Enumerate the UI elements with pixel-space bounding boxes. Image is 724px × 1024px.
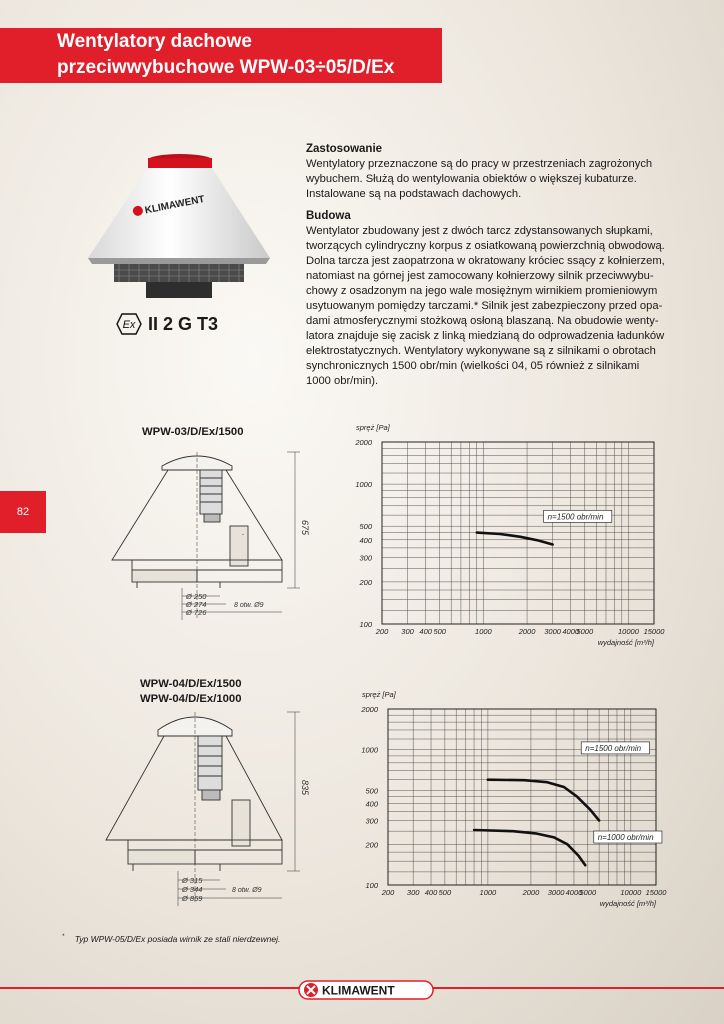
text-line: tworzących cylindryczny korpus z osiatkowaną powierzchnią obwodową. [306, 240, 665, 252]
y-tick-label: 400 [365, 799, 378, 809]
series-label: n=1500 obr/min [585, 743, 642, 753]
title-banner [0, 28, 442, 83]
x-tick-label: 15000 [645, 888, 667, 897]
model-label-04-1000: WPW-04/D/Ex/1000 [140, 693, 242, 705]
y-tick-label: 2000 [361, 705, 378, 714]
y-tick-label: 500 [359, 522, 372, 532]
construction-text [306, 224, 696, 389]
technical-drawing-04 [100, 708, 312, 908]
y-axis-label: spręż [Pa] [362, 690, 396, 699]
x-tick-label: 10000 [620, 888, 642, 897]
ex-hexagon-icon [116, 313, 142, 335]
x-tick-label: 400 [424, 888, 438, 897]
dim-d1: Ø 315 [182, 876, 203, 885]
footnote-text: Typ WPW-05/D/Ex posiada wirnik ze stali nierdzewnej. [74, 934, 281, 944]
x-tick-label: 200 [375, 627, 389, 636]
y-tick-label: 200 [365, 840, 378, 850]
dim-holes: 8 otw. Ø9 [234, 602, 264, 609]
red-cap [148, 158, 212, 168]
x-tick-label: 500 [438, 888, 452, 897]
dim-height: 675 [300, 520, 310, 536]
model-label-03: WPW-03/D/Ex/1500 [142, 426, 244, 438]
brand-label: KLIMAWENT [143, 194, 206, 217]
construction-heading: Budowa [306, 210, 351, 222]
x-axis-label: wydajność [m³/h] [597, 638, 654, 647]
dim-d1: Ø 250 [186, 592, 207, 601]
text-line: natomiast na górnej jest zamocowany kołnierzowy silnik przeciwwybu- [306, 270, 654, 282]
plot-frame [388, 709, 656, 885]
x-tick-label: 4000 [565, 888, 583, 897]
x-tick-label: 15000 [643, 627, 665, 636]
description [306, 142, 696, 396]
series-line [474, 830, 585, 865]
series-line [477, 533, 553, 545]
text-line: usytuowanym pomiędzy tarczami.* Silnik jest zabezpieczony przed opa- [306, 300, 663, 312]
dim-d2: Ø 344 [182, 885, 203, 894]
fan-curve-chart-04 [330, 685, 680, 913]
x-tick-label: 3000 [547, 888, 565, 897]
footer-brand: KLIMAWENT [322, 983, 395, 998]
series-label: n=1500 obr/min [547, 512, 604, 522]
x-tick-label: 5000 [576, 627, 594, 636]
dim-holes: 8 otw. Ø9 [232, 887, 262, 894]
text-line: wybuchem. Służą do wentylowania obiektów o większej kubaturze. [306, 173, 637, 185]
page-number: 82 [0, 491, 46, 533]
y-tick-label: 2000 [355, 438, 372, 447]
x-tick-label: 2000 [518, 627, 536, 636]
x-tick-label: 200 [381, 888, 395, 897]
page-title-line2: przeciwwybuchowe WPW-03÷05/D/Ex [57, 57, 395, 78]
series-line [488, 780, 599, 821]
model-label-04-1500: WPW-04/D/Ex/1500 [140, 678, 242, 690]
x-tick-label: 1000 [479, 888, 497, 897]
ex-classification: II 2 G T3 [148, 313, 219, 334]
application-heading: Zastosowanie [306, 143, 383, 155]
page-title-line1: Wentylatory dachowe [57, 31, 252, 52]
x-tick-label: 500 [433, 627, 446, 636]
text-line: Wentylator zbudowany jest z dwóch tarcz zdystansowanych słupkami, [306, 225, 653, 237]
footnote [62, 934, 280, 944]
product-photo [84, 150, 274, 300]
x-tick-label: 2000 [522, 888, 540, 897]
application-text [306, 157, 696, 202]
series-label: n=1000 obr/min [597, 833, 654, 843]
text-line: Dolna tarcza jest zaopatrzona w okratowany króciec ssący z kołnierzem, [306, 255, 665, 267]
text-line: dami atmosferycznymi stożkową osłoną blaszaną. Na obudowie wenty- [306, 315, 659, 327]
fan-curve-chart-03 [330, 418, 680, 650]
x-tick-label: 1000 [475, 627, 492, 636]
text-line: Wentylatory przeznaczone są do pracy w przestrzeniach zagrożonych [306, 158, 653, 170]
text-line: synchronicznych 1500 obr/min (wielkości 04, 05 również z silnikami [306, 360, 640, 372]
dim-height: 835 [300, 780, 310, 796]
y-axis-label: spręż [Pa] [356, 423, 390, 432]
text-line: Instalowane są na podstawach dachowych. [306, 188, 522, 200]
y-tick-label: 500 [365, 786, 378, 796]
dim-d3: Ø 859 [182, 894, 203, 903]
x-tick-label: 10000 [618, 627, 639, 636]
x-tick-label: 300 [406, 888, 420, 897]
y-tick-label: 300 [365, 816, 378, 826]
text-line: elektrostatycznych. Wentylatory wykonywane są z silnikami o obrotach [306, 345, 656, 357]
klimawent-logo [297, 979, 435, 1001]
x-tick-label: 300 [401, 627, 414, 636]
plot-frame [382, 442, 654, 624]
ex-marking [116, 313, 218, 335]
x-tick-label: 3000 [544, 627, 561, 636]
dim-d2: Ø 274 [186, 600, 207, 609]
y-tick-label: 100 [359, 620, 372, 629]
text-line: 1000 obr/min). [306, 375, 379, 387]
footnote-marker: * [62, 934, 65, 941]
dim-d3: Ø 726 [186, 608, 207, 617]
y-tick-label: 200 [359, 577, 372, 587]
y-tick-label: 1000 [361, 745, 378, 755]
text-line: chowy z osadzonym na jego wale mosiężnym wirnikiem promieniowym [306, 285, 658, 297]
text-line: latora znajduje się zacisk z linką miedzianą do odprowadzenia ładunków [306, 330, 665, 342]
y-tick-label: 100 [365, 881, 378, 890]
y-tick-label: 1000 [355, 480, 372, 490]
x-tick-label: 400 [419, 627, 432, 636]
y-tick-label: 400 [359, 535, 372, 545]
x-tick-label: 4000 [562, 627, 580, 636]
x-axis-label: wydajność [m³/h] [599, 899, 656, 908]
ex-symbol: Ex [122, 319, 136, 331]
y-tick-label: 300 [359, 553, 372, 563]
x-tick-label: 5000 [579, 888, 597, 897]
technical-drawing-03 [102, 448, 312, 623]
